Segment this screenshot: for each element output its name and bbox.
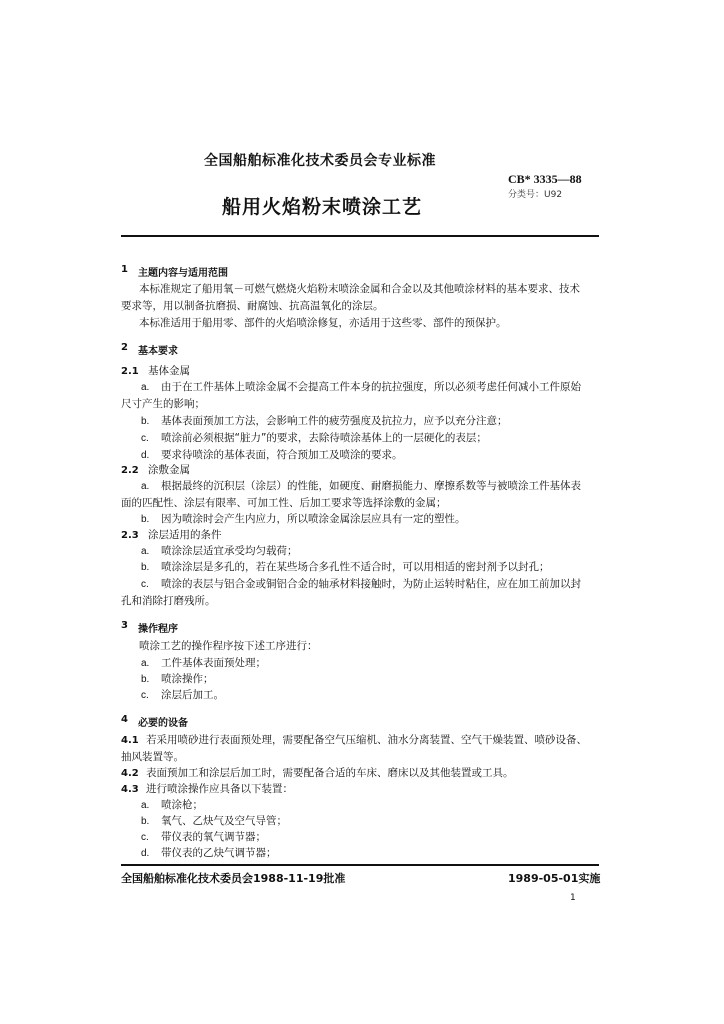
section-4-1-line-1: 若采用喷砂进行表面预处理，需要配备空气压缩机、油水分离装置、空气干燥装置、喷砂设备、 (146, 734, 587, 746)
item-4-b-letter: b. (141, 816, 150, 827)
section-4-title: 必要的设备 (138, 718, 188, 729)
section-4-2-text: 表面预加工和涂层后加工时，需要配备合适的车床、磨床以及其他装置或工具。 (146, 767, 514, 779)
item-4-c-text: 带仪表的氧气调节器； (161, 831, 266, 843)
item-4-d-letter: d. (141, 848, 150, 859)
item-2-1-b-letter: b. (141, 416, 150, 427)
item-2-3-a-text: 喷涂涂层适宜承受均匀载荷； (161, 545, 298, 557)
section-1-para-1b: 要求等，用以制备抗磨损、耐腐蚀、抗高温氧化的涂层。 (121, 300, 384, 312)
item-3-b-text: 喷涂操作； (161, 673, 214, 685)
section-2-number: 2 (121, 342, 128, 353)
section-2-2-number: 2.2 (121, 465, 139, 476)
item-2-2-a-line-2: 面的匹配性、涂层有限率、可加工性、后加工要求等选择涂敷的金属； (121, 497, 447, 509)
item-2-3-b-letter: b. (141, 562, 150, 573)
section-4-3-number: 4.3 (121, 784, 139, 795)
item-2-2-a-letter: a. (141, 481, 150, 492)
section-2-3-title: 涂层适用的条件 (148, 529, 222, 541)
item-2-3-c-line-2: 孔和消除打磨残所。 (121, 595, 216, 607)
item-2-1-c-letter: c. (141, 433, 149, 444)
item-3-a-letter: a. (141, 658, 150, 669)
item-2-3-c-line-1: 喷涂的表层与铝合金或铜铝合金的轴承材料接触时，为防止运转时粘住，应在加工前加以封 (161, 578, 581, 590)
section-1-para-1a: 本标准规定了船用氧－可燃气燃烧火焰粉末喷涂金属和合金以及其他喷涂材料的基本要求、技术 (139, 283, 580, 295)
item-2-1-d-letter: d. (141, 450, 150, 461)
bottom-divider (121, 864, 599, 866)
item-2-3-c-letter: c. (141, 579, 149, 590)
item-2-3-a-letter: a. (141, 546, 150, 557)
item-2-1-a-line-1: 由于在工件基体上喷涂金属不会提高工件本身的抗拉强度，所以必须考虑任何减小工件原始 (161, 381, 581, 393)
item-4-a-letter: a. (141, 800, 150, 811)
top-divider (121, 235, 599, 237)
item-2-1-b-text: 基体表面预加工方法，会影响工件的疲劳强度及抗拉力，应予以充分注意； (161, 415, 508, 427)
item-2-2-b-letter: b. (141, 514, 150, 525)
item-2-2-a-line-1: 根据最终的沉积层（涂层）的性能，如硬度、耐磨损能力、摩擦系数等与被喷涂工件基体表 (161, 480, 581, 492)
committee-heading: 全国船舶标准化技术委员会专业标准 (204, 153, 436, 169)
item-2-1-c-text: 喷涂前必须根据“脏力”的要求，去除待喷涂基体上的一层硬化的表层； (161, 432, 487, 444)
section-4-2-number: 4.2 (121, 768, 139, 779)
item-4-c-letter: c. (141, 832, 149, 843)
section-4-3-text: 进行喷涂操作应具备以下装置： (146, 783, 293, 795)
item-3-b-letter: b. (141, 674, 150, 685)
item-4-d-text: 带仪表的乙炔气调节器； (161, 847, 277, 859)
section-4-1-line-2: 抽风装置等。 (121, 751, 184, 763)
item-4-a-text: 喷涂枪； (161, 799, 203, 811)
implementation-date: 1989-05-01实施 (508, 872, 601, 885)
section-3-number: 3 (121, 620, 128, 631)
item-2-1-a-letter: a. (141, 382, 150, 393)
section-2-1-number: 2.1 (121, 366, 139, 377)
section-2-3-number: 2.3 (121, 530, 139, 541)
item-2-3-b-text: 喷涂涂层是多孔的，若在某些场合多孔性不适合时，可以用相适的密封剂予以封孔； (161, 561, 550, 573)
item-3-c-text: 涂层后加工。 (161, 689, 224, 701)
item-3-c-letter: c. (141, 690, 149, 701)
section-3-title: 操作程序 (138, 624, 178, 635)
section-3-intro: 喷涂工艺的操作程序按下述工序进行： (139, 640, 318, 652)
item-2-2-b-text: 因为喷涂时会产生内应力，所以喷涂金属涂层应具有一定的塑性。 (161, 513, 466, 525)
item-3-a-text: 工件基体表面预处理； (161, 657, 266, 669)
standard-code: CB* 3335—88 (508, 172, 582, 186)
page-number: 1 (570, 893, 576, 903)
classification-number: 分类号：U92 (508, 190, 563, 200)
item-2-1-d-text: 要求待喷涂的基体表面，符合预加工及喷涂的要求。 (161, 449, 403, 461)
section-1-para-2: 本标准适用于船用零、部件的火焰喷涂修复，亦适用于这些零、部件的预保护。 (139, 317, 507, 329)
document-title: 船用火焰粉末喷涂工艺 (222, 196, 423, 218)
section-2-title: 基本要求 (138, 346, 178, 357)
item-4-b-text: 氧气、乙炔气及空气导管； (161, 815, 287, 827)
section-2-2-title: 涂敷金属 (148, 464, 190, 476)
section-4-1-number: 4.1 (121, 735, 139, 746)
section-1-title: 主题内容与适用范围 (138, 268, 228, 279)
section-4-number: 4 (121, 714, 128, 725)
section-1-number: 1 (121, 264, 128, 275)
approval-notice: 全国船舶标准化技术委员会1988-11-19批准 (121, 872, 346, 885)
section-2-1-title: 基体金属 (148, 365, 190, 377)
item-2-1-a-line-2: 尺寸产生的影响； (121, 398, 205, 410)
